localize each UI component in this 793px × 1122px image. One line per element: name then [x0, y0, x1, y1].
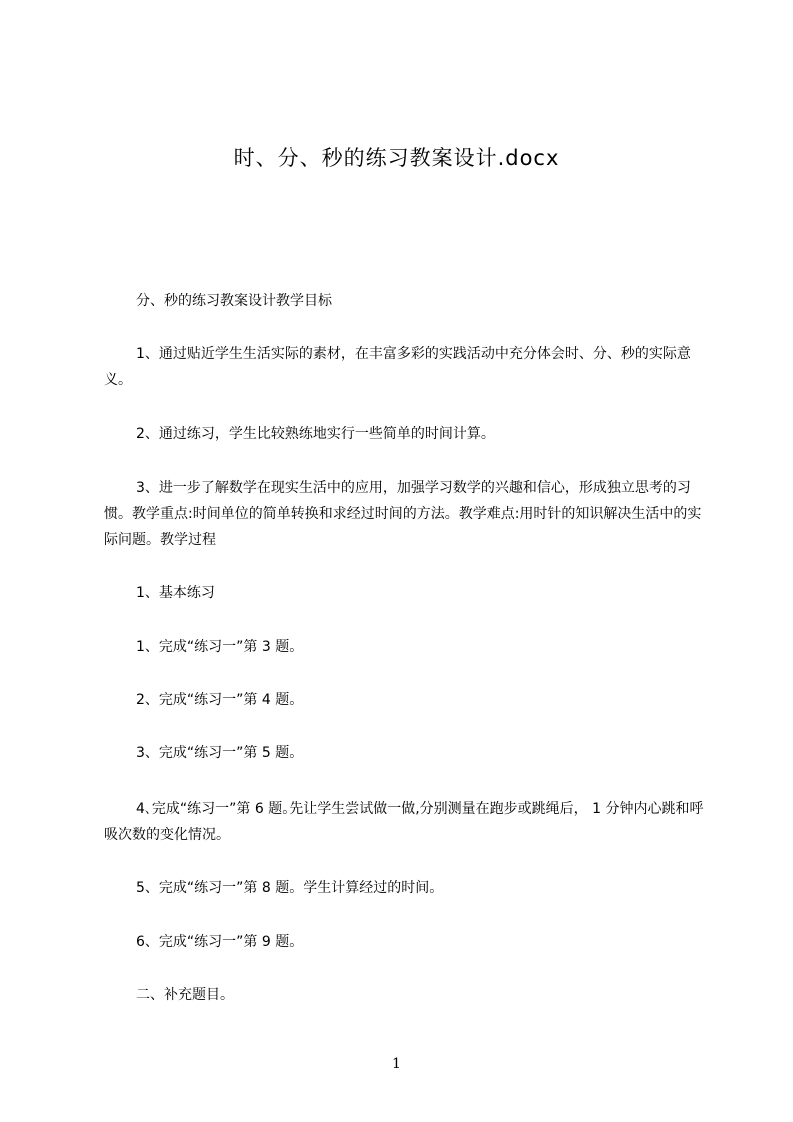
paragraph-objective-3: 3、进一步了解数学在现实生活中的应用，加强学习数学的兴趣和信心，形成独立思考的习惯。教学重点:时间单位的简单转换和求经过时间的方法。教学难点:用时针的知识解决生活中的实际问题。教学过程: [104, 480, 702, 548]
paragraph-objective-2: 2、通过练习，学生比较熟练地实行一些简单的时间计算。: [136, 426, 495, 442]
paragraph-objectives-heading: 分、秒的练习教案设计教学目标: [136, 293, 332, 309]
document-title: 时、分、秒的练习教案设计.docx: [233, 146, 560, 170]
paragraph-exercise-3: 1、完成“练习一”第 3 题。: [136, 639, 304, 655]
paragraph-exercise-5: 3、完成“练习一”第 5 题。: [136, 745, 304, 761]
paragraph-basic-practice: 1、基本练习: [136, 585, 215, 601]
page-number: 1: [392, 1056, 401, 1072]
paragraph-exercise-6: 4､完成“练习一”第 6 题｡先让学生尝试做一做,分别测量在跑步或跳绳后， 1 分钟内心跳和呼吸次数的变化情况。: [104, 801, 704, 843]
paragraph-exercise-9: 6、完成“练习一”第 9 题。: [136, 934, 304, 950]
paragraph-exercise-4: 2、完成“练习一”第 4 题。: [136, 692, 304, 708]
paragraph-supplementary: 二、补充题目。: [136, 987, 234, 1003]
paragraph-objective-1: 1、通过贴近学生生活实际的素材，在丰富多彩的实践活动中充分体会时、分、秒的实际意义。: [104, 346, 691, 388]
paragraph-exercise-8: 5、完成“练习一”第 8 题。学生计算经过的时间。: [136, 880, 444, 896]
